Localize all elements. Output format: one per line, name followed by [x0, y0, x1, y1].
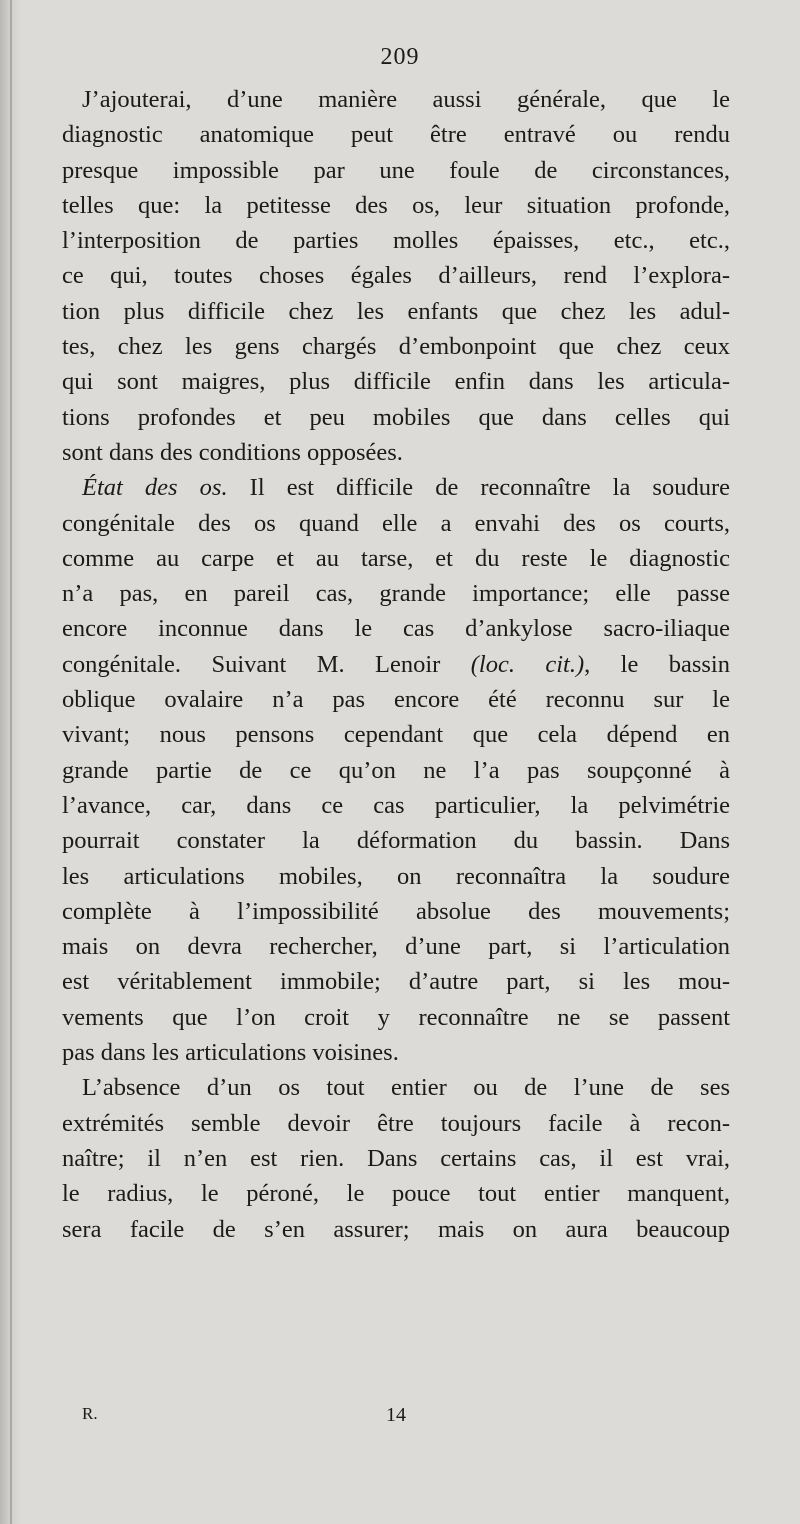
text-line: oblique ovalaire n’a pas encore été reconnu sur le	[62, 686, 730, 714]
page-footer	[62, 1404, 730, 1434]
text-line: qui sont maigres, plus difficile enfin dans les articula-	[62, 368, 730, 396]
text-line: n’a pas, en pareil cas, grande importance; elle passe	[62, 580, 730, 608]
text-line: extrémités semble devoir être toujours facile à recon-	[62, 1109, 730, 1137]
text-line: l’avance, car, dans ce cas particulier, la pelvimétrie	[62, 791, 730, 819]
text-line-lenoir	[62, 647, 730, 682]
text-fragment: Il est difficile de reconnaître la soudure	[227, 474, 730, 502]
text-line: mais on devra rechercher, d’une part, si l’articulation	[62, 933, 730, 961]
text-line: l’interposition de parties molles épaisses, etc., etc.,	[62, 227, 730, 255]
text-line: sont dans des conditions opposées.	[62, 438, 403, 466]
text-line: telles que: la petitesse des os, leur situation profonde,	[62, 191, 730, 219]
text-line: congénitale des os quand elle a envahi des os courts,	[62, 509, 730, 537]
text-line: le radius, le péroné, le pouce tout entier manquent,	[62, 1180, 730, 1208]
binding-gutter	[0, 0, 22, 1524]
text-line: pourrait constater la déformation du bassin. Dans	[62, 827, 730, 855]
text-line: vivant; nous pensons cependant que cela dépend en	[62, 721, 730, 749]
binding-edge	[10, 0, 12, 1524]
text-line: naître; il n’en est rien. Dans certains cas, il est vrai,	[62, 1144, 730, 1172]
text-line: est véritablement immobile; d’autre part, si les mou-	[62, 968, 730, 996]
page-number: 209	[380, 44, 420, 70]
text-line: complète à l’impossibilité absolue des mouvements;	[62, 897, 730, 925]
text-line: presque impossible par une foule de circonstances,	[62, 156, 730, 184]
citation-loc-cit: (loc. cit.)	[470, 650, 585, 678]
section-heading-etat-des-os: État des os.	[82, 474, 228, 502]
text-fragment: congénitale. Suivant M. Lenoir	[62, 650, 441, 678]
text-line: diagnostic anatomique peut être entravé ou rendu	[62, 121, 730, 149]
text-line: L’absence d’un os tout entier ou de l’une de ses	[82, 1074, 730, 1102]
text-line: pas dans les articulations voisines.	[62, 1039, 399, 1067]
text-fragment: , le bassin	[584, 650, 730, 678]
text-line: sera facile de s’en assurer; mais on aura beaucoup	[62, 1215, 730, 1243]
text-line: vements que l’on croit y reconnaître ne se passent	[62, 1003, 730, 1031]
text-line: J’ajouterai, d’une manière aussi générale, que le	[82, 86, 730, 113]
text-line: tion plus difficile chez les enfants que chez les adul-	[62, 297, 730, 325]
text-line-etat	[62, 470, 730, 505]
text-line: tions profondes et peu mobiles que dans celles qui	[62, 403, 730, 431]
signature-mark: R.	[82, 1404, 98, 1423]
text-line: les articulations mobiles, on reconnaîtra la soudure	[62, 862, 730, 890]
text-line: comme au carpe et au tarse, et du reste le diagnostic	[62, 544, 730, 572]
text-line: ce qui, toutes choses égales d’ailleurs, rend l’explora-	[62, 262, 730, 290]
text-line: encore inconnue dans le cas d’ankylose sacro-iliaque	[62, 615, 730, 643]
text-line: grande partie de ce qu’on ne l’a pas soupçonné à	[62, 756, 730, 784]
text-line: tes, chez les gens chargés d’embonpoint que chez ceux	[62, 333, 730, 361]
body-text	[62, 82, 730, 1247]
sheet-number: 14	[386, 1404, 406, 1426]
